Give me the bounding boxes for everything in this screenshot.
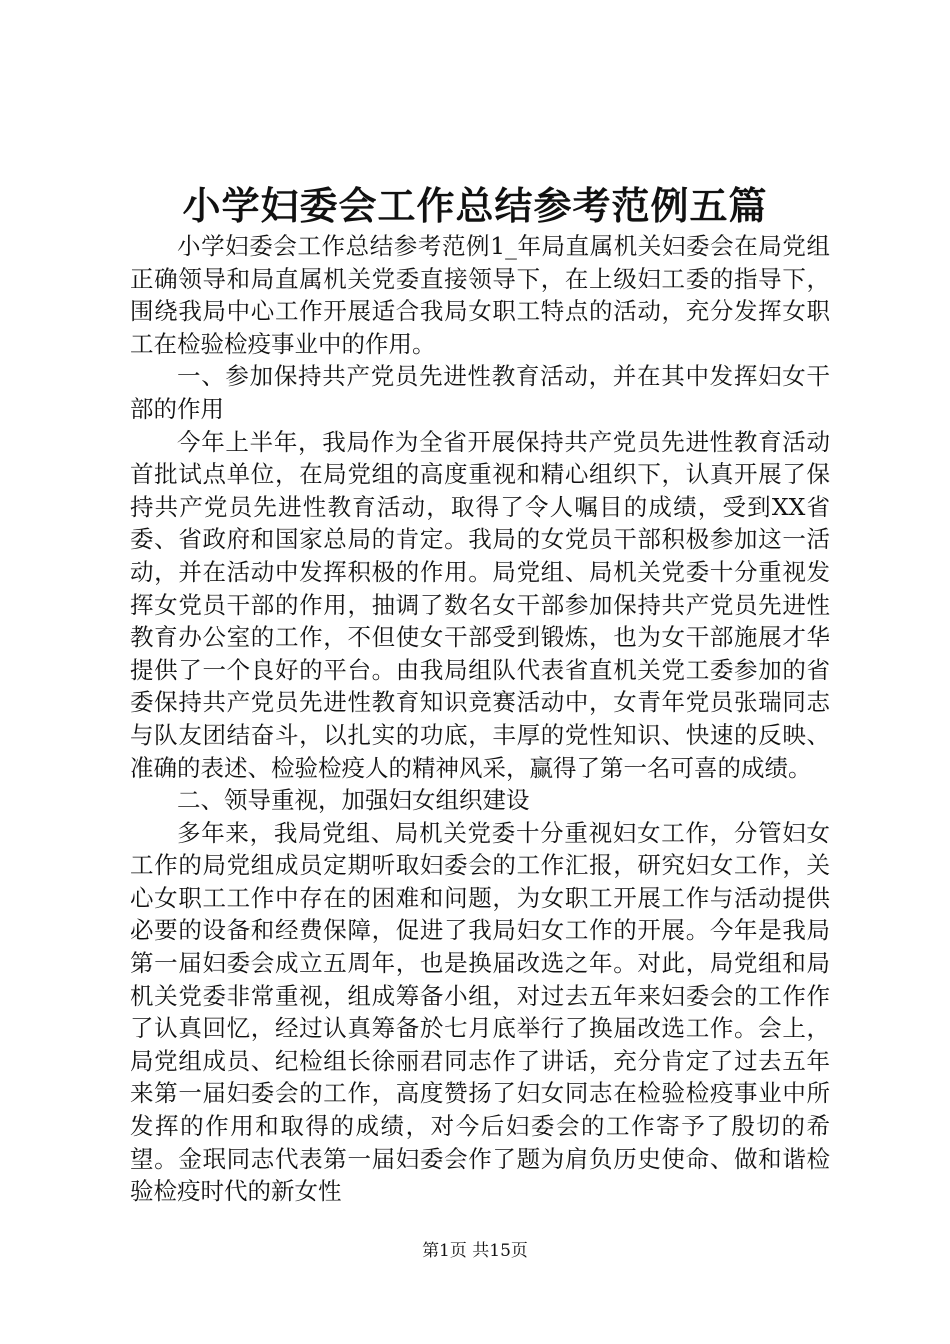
document-title: 小学妇委会工作总结参考范例五篇	[182, 183, 768, 228]
page-footer: 第1页 共15页	[422, 1241, 528, 1261]
paragraph-section-2: 多年来，我局党组、局机关党委十分重视妇女工作，分管妇女工作的局党组成员定期听取妇委会的工作汇报，研究妇女工作，关心女职工工作中存在的困难和问题，为女职工开展工作与活动提供必要的设备和经费保障，促进了我局妇女工作的开展。今年是我局第一届妇委会成立五周年，也是换届改选之年。对此，局党组和局机关党委非常重视，组成筹备小组，对过去五年来妇委会的工作作了认真回忆，经过认真筹备於七月底举行了换届改选工作。会上，局党组成员、纪检组长徐丽君同志作了讲话，充分肯定了过去五年来第一届妇委会的工作，高度赞扬了妇女同志在检验检疫事业中所发挥的作用和取得的成绩，对今后妇委会的工作寄予了殷切的希望。金珉同志代表第一届妇委会作了题为肩负历史使命、做和谐检验检疫时代的新女性	[130, 818, 830, 1206]
section-heading-1: 一、参加保持共产党员先进性教育活动，并在其中发挥妇女干部的作用	[130, 362, 830, 423]
paragraph-section-1: 今年上半年，我局作为全省开展保持共产党员先进性教育活动首批试点单位，在局党组的高度重视和精心组织下，认真开展了保持共产党员先进性教育活动，取得了令人嘱目的成绩，受到XX省委、省政府和国家总局的肯定。我局的女党员干部积极参加这一活动，并在活动中发挥积极的作用。局党组、局机关党委十分重视发挥女党员干部的作用，抽调了数名女干部参加保持共产党员先进性教育办公室的工作，不但使女干部受到锻炼，也为女干部施展才华提供了一个良好的平台。由我局组队代表省直机关党工委参加的省委保持共产党员先进性教育知识竞赛活动中，女青年党员张瑞同志与队友团结奋斗，以扎实的功底，丰厚的党性知识、快速的反映、准确的表述、检验检疫人的精神风采，赢得了第一名可喜的成绩。	[130, 427, 830, 782]
paragraph-intro: 小学妇委会工作总结参考范例1_年局直属机关妇委会在局党组正确领导和局直属机关党委直接领导下，在上级妇工委的指导下，围绕我局中心工作开展适合我局女职工特点的活动，充分发挥女职工在检验检疫事业中的作用。	[130, 232, 830, 358]
section-heading-2: 二、领导重视，加强妇女组织建设	[177, 786, 530, 815]
document-body	[130, 230, 830, 1208]
